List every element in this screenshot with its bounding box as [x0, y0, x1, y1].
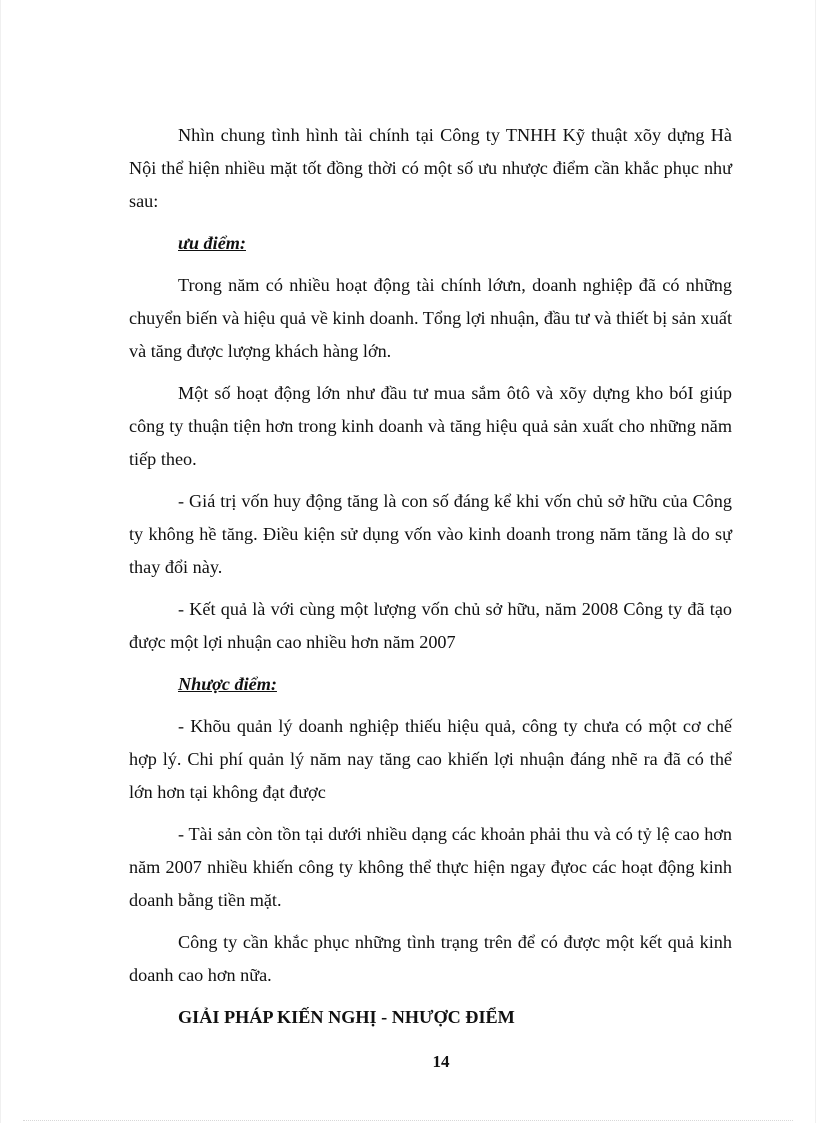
page-bottom-divider — [23, 1120, 793, 1121]
intro-paragraph: Nhìn chung tình hình tài chính tại Công ty TNHH Kỹ thuật xõy dựng Hà Nội thể hiện nhiều mặt tốt đồng thời có một số ưu nhược điểm cần khắc phục như sau: — [129, 125, 732, 211]
advantages-heading: ưu điểm: — [178, 233, 246, 253]
advantage-paragraph-2: Một số hoạt động lớn như đầu tư mua sắm ôtô và xõy dựng kho bóI giúp công ty thuận tiện hơn trong kinh doanh và tăng hiệu quả sản xuất cho những năm tiếp theo. — [129, 383, 732, 469]
disadvantage-paragraph-2: - Tài sản còn tồn tại dưới nhiều dạng các khoản phải thu và có tỷ lệ cao hơn năm 2007 nhiều khiến công ty không thể thực hiện ngay đựoc các hoạt động kinh doanh bằng tiền mặt. — [129, 824, 732, 910]
document-body — [129, 119, 732, 1034]
section-title: GIẢI PHÁP KIẾN NGHỊ - NHƯỢC ĐIỂM — [178, 1007, 515, 1027]
disadvantage-paragraph-1: - Khõu quản lý doanh nghiệp thiếu hiệu quả, công ty chưa có một cơ chế hợp lý. Chi phí quản lý năm nay tăng cao khiến lợi nhuận đáng nhẽ ra đã có thể lớn hơn tại không đạt được — [129, 716, 732, 802]
advantage-paragraph-4: - Kết quả là với cùng một lượng vốn chủ sở hữu, năm 2008 Công ty đã tạo được một lợi nhuận cao nhiều hơn năm 2007 — [129, 599, 732, 652]
page-number: 14 — [432, 1052, 450, 1071]
advantage-paragraph-3: - Giá trị vốn huy động tăng là con số đáng kể khi vốn chủ sở hữu của Công ty không hề tăng. Điều kiện sử dụng vốn vào kinh doanh trong năm tăng là do sự thay đổi này. — [129, 491, 732, 577]
advantage-paragraph-1: Trong năm có nhiều hoạt động tài chính lớưn, doanh nghiệp đã có những chuyển biến và hiệu quả về kinh doanh. Tổng lợi nhuận, đầu tư và thiết bị sản xuất và tăng được lượng khách hàng lớn. — [129, 275, 732, 361]
disadvantages-heading: Nhược điểm: — [178, 674, 277, 694]
conclusion-paragraph: Công ty cần khắc phục những tình trạng trên để có được một kết quả kinh doanh cao hơn nữa. — [129, 932, 732, 985]
